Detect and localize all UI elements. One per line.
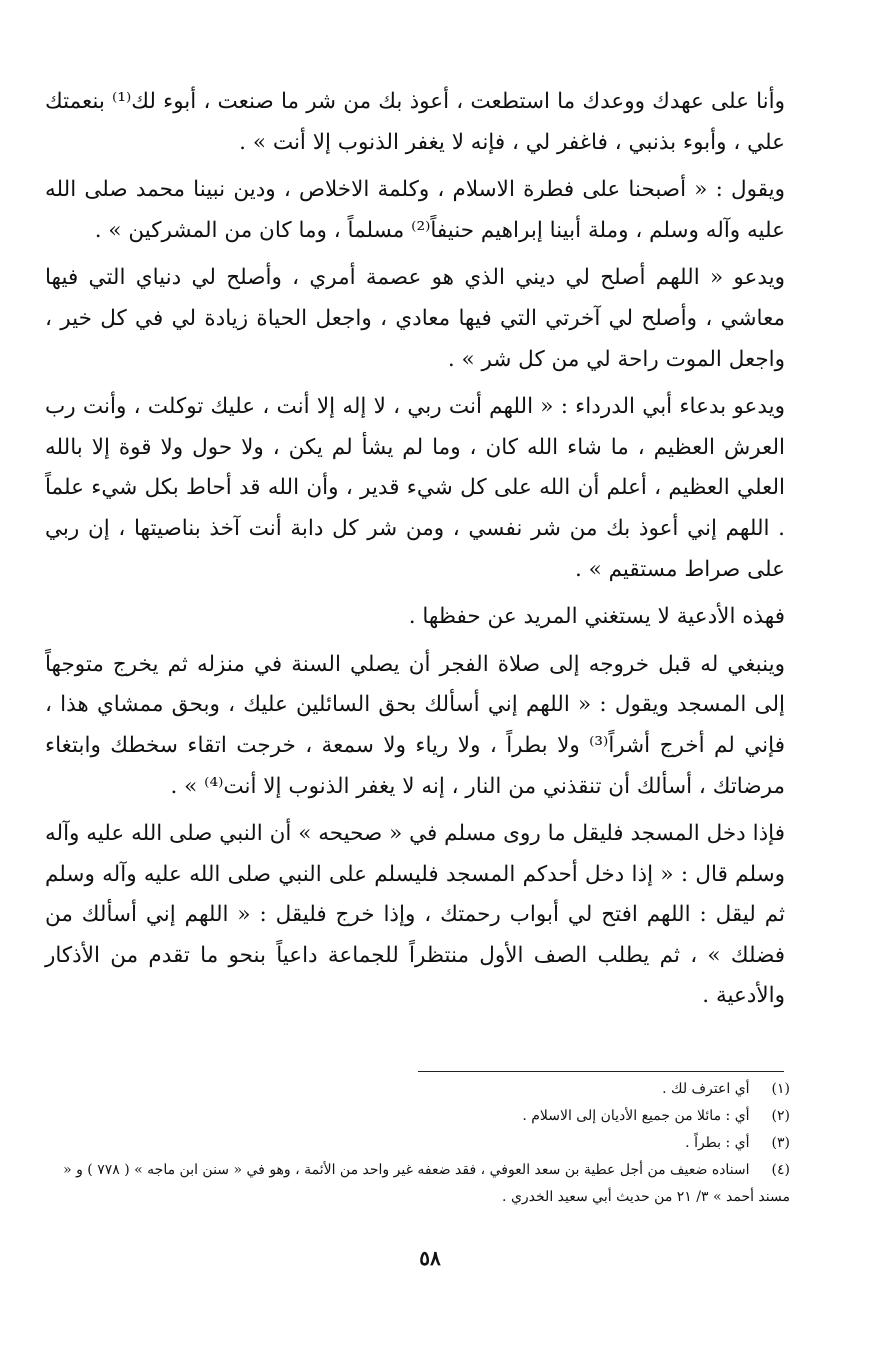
footnote-4 [45, 1157, 790, 1211]
paragraph-5: فهذه الأدعية لا يستغني المريد عن حفظها . [408, 604, 785, 630]
paragraph-2: ويقول : « أصبحنا على فطرة الاسلام ، وكلمة الاخلاص ، ودين نبينا محمد صلى الله عليه وآله وسلم ، وملة أبينا إبراهيم حنيفاً⁽²⁾ مسلماً ، وما كان من المشركين » . [45, 177, 785, 243]
paragraph-4: ويدعو بدعاء أبي الدرداء : « اللهم أنت ربي ، لا إله إلا أنت ، عليك توكلت ، وأنت رب العرش العظيم ، ما شاء الله كان ، وما لم يشأ لم يكن ، ولا حول ولا قوة إلا بالله العلي العظيم ، أعلم أن الله على كل شيء قدير ، وأن الله قد أحاط بكل شيء علماً . اللهم إني أعوذ بك من شر نفسي ، ومن شر كل دابة أنت آخذ بناصيتها ، إن ربي على صراط مستقيم » . [45, 394, 785, 582]
paragraph-7: فإذا دخل المسجد فليقل ما روى مسلم في « صحيحه » أن النبي صلى الله عليه وآله وسلم قال : « إذا دخل أحدكم المسجد فليسلم على النبي صلى الله عليه وآله وسلم ثم ليقل : اللهم افتح لي أبواب رحمتك ، وإذا خرج فليقل : « اللهم إني أسألك من فضلك » ، ثم يطلب الصف الأول منتظراً للجماعة داعياً بنحو ما تقدم من الأذكار والأدعية . [45, 821, 785, 1009]
main-text [45, 82, 785, 1024]
footnote-3 [45, 1130, 790, 1157]
footnote-number: (٤) [771, 1162, 790, 1178]
paragraph-6: وينبغي له قبل خروجه إلى صلاة الفجر أن يصلي السنة في منزله ثم يخرج متوجهاً إلى المسجد ويقول : « اللهم إني أسألك بحق السائلين عليك ، وبحق ممشاي هذا ، فإني لم أخرج أشراً⁽³⁾ ولا بطراً ، ولا رياء ولا سمعة ، خرجت اتقاء سخطك وابتغاء مرضاتك ، أسألك أن تنقذني من النار ، إنه لا يغفر الذنوب إلا أنت⁽⁴⁾ » . [45, 651, 785, 799]
paragraph-1: وأنا على عهدك ووعدك ما استطعت ، أعوذ بك من شر ما صنعت ، أبوء لك⁽¹⁾ بنعمتك علي ، وأبوء بذنبي ، فاغفر لي ، فإنه لا يغفر الذنوب إلا أنت » . [45, 89, 785, 155]
footnote-2 [45, 1103, 790, 1130]
footnote-divider [418, 1071, 784, 1072]
footnote-number: (١) [771, 1081, 790, 1097]
footnote-text: أي : بطراً . [685, 1135, 750, 1151]
footnote-1 [45, 1076, 790, 1103]
footnote-text: أي اعترف لك . [662, 1081, 750, 1097]
page-number: ٥٨ [419, 1246, 441, 1270]
footnotes [45, 1076, 790, 1211]
footnote-text: أي : مائلا من جميع الأديان إلى الاسلام . [522, 1108, 750, 1124]
paragraph-3: ويدعو « اللهم أصلح لي ديني الذي هو عصمة أمري ، وأصلح لي دنياي التي فيها معاشي ، وأصلح لي آخرتي التي فيها معادي ، واجعل الحياة زيادة لي في كل خير ، واجعل الموت راحة لي من كل شر » . [45, 265, 785, 372]
footnote-number: (٣) [771, 1135, 790, 1151]
footnote-text: اسناده ضعيف من أجل عطية بن سعد العوفي ، فقد ضعفه غير واحد من الأئمة ، وهو في « سنن ابن ماجه » ( ٧٧٨ ) و « مسند أحمد » ٣/ ٢١ من حديث أبي سعيد الخدري . [63, 1162, 790, 1205]
footnote-number: (٢) [771, 1108, 790, 1124]
